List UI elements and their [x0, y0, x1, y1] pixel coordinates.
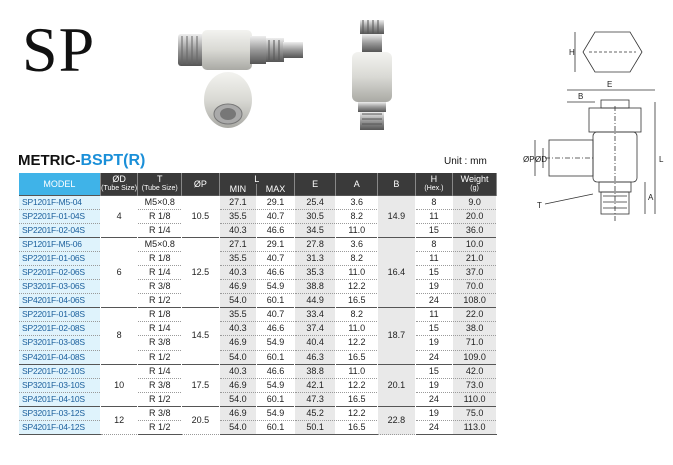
header-d: ØD (Tube Size)	[100, 173, 138, 195]
cell-e: 38.8	[294, 364, 336, 378]
cell-a: 12.2	[336, 406, 378, 420]
table-row	[19, 308, 497, 322]
cell-e: 45.2	[294, 406, 336, 420]
header-model: MODEL	[19, 173, 100, 195]
cell-model: SP2201F-02-04S	[19, 223, 100, 237]
cell-model: SP1201F-M5-04	[19, 195, 100, 209]
cell-e: 44.9	[294, 294, 336, 308]
cell-l-min: 27.1	[219, 237, 257, 251]
cell-weight: 22.0	[453, 308, 497, 322]
cell-t: R 1/2	[138, 421, 182, 435]
cell-l-min: 40.3	[219, 322, 257, 336]
cell-h: 8	[415, 237, 453, 251]
cell-h: 11	[415, 209, 453, 223]
cell-h: 24	[415, 392, 453, 406]
cell-weight: 10.0	[453, 237, 497, 251]
header-e: E	[294, 173, 336, 195]
cell-weight: 36.0	[453, 223, 497, 237]
cell-model: SP1201F-M5-06	[19, 237, 100, 251]
cell-model: SP2201F-02-10S	[19, 364, 100, 378]
cell-t: R 3/8	[138, 336, 182, 350]
cell-l-max: 54.9	[257, 406, 295, 420]
table-row	[19, 364, 497, 378]
cell-l-max: 40.7	[257, 209, 295, 223]
cell-a: 8.2	[336, 209, 378, 223]
table-row	[19, 251, 497, 265]
cell-h: 24	[415, 350, 453, 364]
cell-t: M5×0.8	[138, 195, 182, 209]
cell-model: SP3201F-03-08S	[19, 336, 100, 350]
cell-l-max: 29.1	[257, 237, 295, 251]
cell-model: SP2201F-01-06S	[19, 251, 100, 265]
cell-l-max: 60.1	[257, 294, 295, 308]
cell-model: SP3201F-03-10S	[19, 378, 100, 392]
cell-t: M5×0.8	[138, 237, 182, 251]
cell-weight: 21.0	[453, 251, 497, 265]
page-title: SP	[22, 14, 96, 85]
cell-a: 11.0	[336, 322, 378, 336]
table-row	[19, 378, 497, 392]
cell-weight: 73.0	[453, 378, 497, 392]
cell-weight: 110.0	[453, 392, 497, 406]
cell-h: 19	[415, 406, 453, 420]
cell-l-min: 46.9	[219, 406, 257, 420]
cell-l-min: 40.3	[219, 223, 257, 237]
table-row	[19, 280, 497, 294]
cell-model: SP3201F-03-12S	[19, 406, 100, 420]
cell-a: 3.6	[336, 195, 378, 209]
cell-l-max: 60.1	[257, 350, 295, 364]
cell-b: 14.9	[378, 195, 416, 237]
cell-e: 27.8	[294, 237, 336, 251]
cell-l-min: 54.0	[219, 421, 257, 435]
cell-t: R 1/4	[138, 223, 182, 237]
cell-model: SP3201F-03-06S	[19, 280, 100, 294]
table-row	[19, 421, 497, 435]
cell-e: 31.3	[294, 251, 336, 265]
cell-h: 11	[415, 251, 453, 265]
cell-e: 37.4	[294, 322, 336, 336]
cell-model: SP4201F-04-08S	[19, 350, 100, 364]
cell-model: SP2201F-02-08S	[19, 322, 100, 336]
table-row	[19, 265, 497, 279]
table-row	[19, 223, 497, 237]
table-row	[19, 392, 497, 406]
cell-model: SP2201F-01-08S	[19, 308, 100, 322]
cell-h: 15	[415, 223, 453, 237]
cell-weight: 38.0	[453, 322, 497, 336]
cell-l-max: 46.6	[257, 265, 295, 279]
cell-e: 34.5	[294, 223, 336, 237]
cell-l-max: 54.9	[257, 378, 295, 392]
cell-t: R 3/8	[138, 378, 182, 392]
header-p: ØP	[182, 173, 220, 195]
cell-d: 4	[100, 195, 138, 237]
table-row	[19, 237, 497, 251]
cell-l-min: 46.9	[219, 336, 257, 350]
cell-l-max: 46.6	[257, 364, 295, 378]
cell-l-min: 40.3	[219, 265, 257, 279]
cell-weight: 42.0	[453, 364, 497, 378]
cell-t: R 1/2	[138, 350, 182, 364]
cell-h: 8	[415, 195, 453, 209]
cell-a: 11.0	[336, 223, 378, 237]
cell-l-max: 54.9	[257, 280, 295, 294]
table-row	[19, 195, 497, 209]
header-l-max: MAX	[257, 184, 295, 195]
cell-l-max: 60.1	[257, 392, 295, 406]
svg-text:H: H	[569, 48, 575, 57]
cell-a: 11.0	[336, 265, 378, 279]
cell-t: R 1/4	[138, 265, 182, 279]
cell-e: 30.5	[294, 209, 336, 223]
svg-text:ØP: ØP	[523, 155, 535, 164]
table-row	[19, 322, 497, 336]
table-row	[19, 406, 497, 420]
table-row	[19, 294, 497, 308]
cell-a: 11.0	[336, 364, 378, 378]
cell-b: 18.7	[378, 308, 416, 364]
cell-l-max: 40.7	[257, 308, 295, 322]
cell-l-min: 35.5	[219, 209, 257, 223]
cell-l-min: 35.5	[219, 251, 257, 265]
cell-l-max: 46.6	[257, 322, 295, 336]
cell-h: 15	[415, 364, 453, 378]
table-row	[19, 209, 497, 223]
cell-t: R 1/2	[138, 294, 182, 308]
cell-l-max: 54.9	[257, 336, 295, 350]
svg-text:T: T	[537, 201, 542, 210]
cell-weight: 108.0	[453, 294, 497, 308]
cell-p: 20.5	[182, 406, 220, 434]
cell-a: 16.5	[336, 294, 378, 308]
cell-t: R 1/4	[138, 364, 182, 378]
cell-l-min: 35.5	[219, 308, 257, 322]
cell-a: 12.2	[336, 336, 378, 350]
svg-text:E: E	[607, 80, 613, 89]
header-a: A	[336, 173, 378, 195]
cell-l-min: 54.0	[219, 294, 257, 308]
cell-a: 12.2	[336, 280, 378, 294]
spec-table	[19, 173, 497, 435]
cell-weight: 75.0	[453, 406, 497, 420]
cell-a: 8.2	[336, 308, 378, 322]
cell-h: 19	[415, 336, 453, 350]
cell-weight: 109.0	[453, 350, 497, 364]
cell-a: 16.5	[336, 350, 378, 364]
header-l: L	[219, 173, 294, 184]
cell-t: R 1/8	[138, 209, 182, 223]
cell-model: SP2201F-01-04S	[19, 209, 100, 223]
cell-p: 10.5	[182, 195, 220, 237]
header-l-min: MIN	[219, 184, 257, 195]
cell-t: R 1/2	[138, 392, 182, 406]
product-photo-side	[168, 14, 328, 134]
cell-model: SP2201F-02-06S	[19, 265, 100, 279]
cell-model: SP4201F-04-12S	[19, 421, 100, 435]
cell-e: 35.3	[294, 265, 336, 279]
cell-t: R 1/4	[138, 322, 182, 336]
cell-e: 38.8	[294, 280, 336, 294]
cell-e: 25.4	[294, 195, 336, 209]
svg-text:L: L	[659, 155, 664, 164]
cell-a: 16.5	[336, 392, 378, 406]
cell-model: SP4201F-04-10S	[19, 392, 100, 406]
cell-weight: 70.0	[453, 280, 497, 294]
cell-t: R 1/8	[138, 308, 182, 322]
cell-l-max: 46.6	[257, 223, 295, 237]
cell-a: 3.6	[336, 237, 378, 251]
cell-l-min: 46.9	[219, 378, 257, 392]
svg-text:A: A	[648, 193, 654, 202]
cell-a: 8.2	[336, 251, 378, 265]
cell-e: 40.4	[294, 336, 336, 350]
header-weight: Weight (g)	[453, 173, 497, 195]
svg-text:ØD: ØD	[535, 155, 547, 164]
cell-h: 24	[415, 294, 453, 308]
cell-a: 12.2	[336, 378, 378, 392]
cell-d: 8	[100, 308, 138, 364]
cell-h: 19	[415, 378, 453, 392]
cell-l-min: 27.1	[219, 195, 257, 209]
cell-h: 24	[415, 421, 453, 435]
cell-l-min: 54.0	[219, 392, 257, 406]
dimension-drawing	[505, 22, 669, 242]
cell-l-min: 46.9	[219, 280, 257, 294]
table-row	[19, 336, 497, 350]
cell-h: 11	[415, 308, 453, 322]
cell-weight: 9.0	[453, 195, 497, 209]
cell-l-min: 54.0	[219, 350, 257, 364]
cell-p: 12.5	[182, 237, 220, 307]
header-h: H (Hex.)	[415, 173, 453, 195]
table-row	[19, 350, 497, 364]
cell-weight: 113.0	[453, 421, 497, 435]
product-photo-front	[332, 14, 412, 134]
section-heading: METRIC-BSPT(R)	[18, 152, 146, 169]
cell-h: 15	[415, 265, 453, 279]
cell-l-min: 40.3	[219, 364, 257, 378]
cell-l-max: 60.1	[257, 421, 295, 435]
cell-e: 42.1	[294, 378, 336, 392]
svg-text:B: B	[578, 92, 584, 101]
cell-a: 16.5	[336, 421, 378, 435]
cell-l-max: 29.1	[257, 195, 295, 209]
unit-label: Unit : mm	[444, 156, 487, 167]
cell-weight: 37.0	[453, 265, 497, 279]
cell-b: 16.4	[378, 237, 416, 307]
cell-l-max: 40.7	[257, 251, 295, 265]
cell-d: 10	[100, 364, 138, 406]
cell-b: 20.1	[378, 364, 416, 406]
cell-p: 14.5	[182, 308, 220, 364]
cell-t: R 3/8	[138, 406, 182, 420]
cell-d: 12	[100, 406, 138, 434]
cell-b: 22.8	[378, 406, 416, 434]
cell-h: 15	[415, 322, 453, 336]
cell-e: 46.3	[294, 350, 336, 364]
cell-weight: 71.0	[453, 336, 497, 350]
cell-p: 17.5	[182, 364, 220, 406]
cell-d: 6	[100, 237, 138, 307]
cell-e: 47.3	[294, 392, 336, 406]
header-b: B	[378, 173, 416, 195]
cell-h: 19	[415, 280, 453, 294]
header-t: T (Tube Size)	[138, 173, 182, 195]
cell-t: R 3/8	[138, 280, 182, 294]
cell-t: R 1/8	[138, 251, 182, 265]
cell-weight: 20.0	[453, 209, 497, 223]
cell-e: 50.1	[294, 421, 336, 435]
cell-e: 33.4	[294, 308, 336, 322]
cell-model: SP4201F-04-06S	[19, 294, 100, 308]
